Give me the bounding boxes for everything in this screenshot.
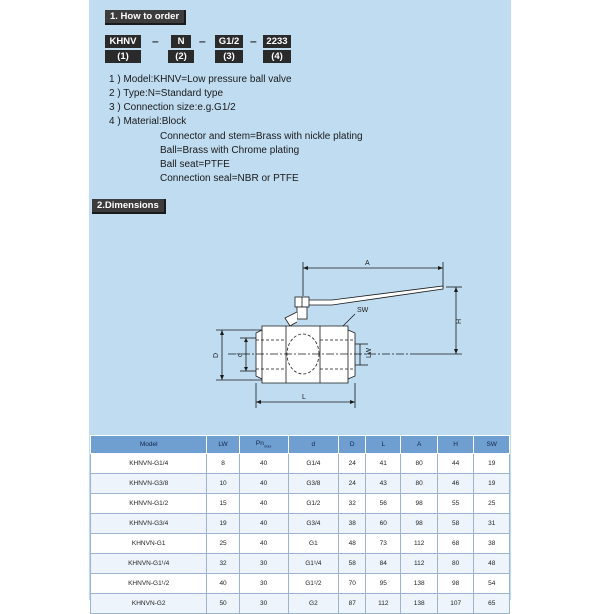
desc-connection-seal: Connection seal=NBR or PTFE (160, 173, 299, 184)
stop-tab (285, 312, 297, 326)
table-cell: KHNVN-G1/2 (91, 494, 207, 514)
table-cell: 138 (401, 574, 438, 594)
table-cell: 38 (474, 534, 510, 554)
order-code-model: KHNV (105, 35, 141, 48)
table-cell: 30 (239, 574, 288, 594)
label-lw: LW (366, 348, 373, 358)
table-cell: 32 (207, 554, 239, 574)
table-cell: 10 (207, 474, 239, 494)
table-cell: 40 (239, 474, 288, 494)
table-cell: 46 (437, 474, 474, 494)
table-cell: 31 (474, 514, 510, 534)
table-cell: 98 (401, 514, 438, 534)
col-sw: SW (474, 436, 510, 454)
table-cell: 19 (207, 514, 239, 534)
table-cell: 112 (401, 554, 438, 574)
section-title-dimensions: 2.Dimensions (92, 199, 166, 214)
table-cell: 65 (474, 594, 510, 614)
table-cell: 55 (437, 494, 474, 514)
table-row (91, 594, 510, 614)
col-h: H (437, 436, 474, 454)
col-l: L (366, 436, 401, 454)
table-cell: 40 (239, 454, 288, 474)
table-cell: 8 (207, 454, 239, 474)
table-cell: 43 (366, 474, 401, 494)
table-row (91, 494, 510, 514)
dimension-table (90, 435, 510, 614)
table-cell: 19 (474, 454, 510, 474)
table-cell: G2 (288, 594, 339, 614)
table-cell: 80 (401, 474, 438, 494)
table-cell: 98 (401, 494, 438, 514)
table-row (91, 554, 510, 574)
table-header-row (91, 436, 510, 454)
table-cell: 112 (401, 534, 438, 554)
col-a: A (401, 436, 438, 454)
order-code-size-num: (3) (215, 50, 243, 63)
table-cell: 15 (207, 494, 239, 514)
table-cell: 40 (239, 534, 288, 554)
table-cell: KHNVN-G1 (91, 534, 207, 554)
table-cell: 48 (474, 554, 510, 574)
table-cell: KHNVN-G3/8 (91, 474, 207, 494)
table-row (91, 454, 510, 474)
table-cell: 58 (339, 554, 366, 574)
col-big-d: D (339, 436, 366, 454)
table-cell: 68 (437, 534, 474, 554)
table-cell: 25 (474, 494, 510, 514)
col-pn-sub: max (263, 443, 272, 449)
order-code-model-num: (1) (105, 50, 141, 63)
table-cell: 80 (401, 454, 438, 474)
order-dash: – (152, 34, 159, 48)
desc-ball: Ball=Brass with Chrome plating (160, 145, 300, 156)
table-cell: 19 (474, 474, 510, 494)
order-code-material: 2233 (263, 35, 291, 48)
col-lw: LW (207, 436, 239, 454)
order-dash: – (250, 34, 257, 48)
table-cell: 25 (207, 534, 239, 554)
table-cell: 41 (366, 454, 401, 474)
table-cell: 32 (339, 494, 366, 514)
table-row (91, 474, 510, 494)
table-cell: 54 (474, 574, 510, 594)
desc-model: 1 ) Model:KHNV=Low pressure ball valve (109, 74, 292, 85)
table-cell: 38 (339, 514, 366, 534)
table-cell: 58 (437, 514, 474, 534)
desc-ball-seat: Ball seat=PTFE (160, 159, 230, 170)
table-cell: 44 (437, 454, 474, 474)
stem (297, 307, 307, 319)
table-cell: 98 (437, 574, 474, 594)
table-cell: G1/2 (288, 494, 339, 514)
table-cell: G1¹/4 (288, 554, 339, 574)
table-cell: KHNVN-G2 (91, 594, 207, 614)
order-code-size: G1/2 (215, 35, 243, 48)
table-cell: 30 (239, 554, 288, 574)
label-l: L (302, 394, 306, 401)
label-sw: SW (357, 307, 369, 314)
order-code-type: N (171, 35, 191, 48)
table-cell: 70 (339, 574, 366, 594)
table-cell: 24 (339, 474, 366, 494)
table-cell: KHNVN-G1¹/4 (91, 554, 207, 574)
table-cell: 84 (366, 554, 401, 574)
col-pn-label: Pn (255, 440, 264, 448)
table-cell: 138 (401, 594, 438, 614)
desc-connector-stem: Connector and stem=Brass with nickle plating (160, 131, 363, 142)
table-cell: KHNVN-G3/4 (91, 514, 207, 534)
label-small-d: d (237, 353, 244, 357)
label-d: D (213, 352, 220, 358)
table-cell: 48 (339, 534, 366, 554)
table-row (91, 574, 510, 594)
col-model: Model (91, 436, 207, 454)
table-cell: G1¹/2 (288, 574, 339, 594)
col-pn (239, 436, 288, 454)
table-cell: 50 (207, 594, 239, 614)
table-cell: 30 (239, 594, 288, 614)
table-cell: G1/4 (288, 454, 339, 474)
table-cell: 80 (437, 554, 474, 574)
handle (297, 286, 443, 305)
table-cell: KHNVN-G1¹/2 (91, 574, 207, 594)
table-cell: 40 (207, 574, 239, 594)
table-cell: 73 (366, 534, 401, 554)
order-code-material-num: (4) (263, 50, 291, 63)
section-title-how-to-order: 1. How to order (105, 10, 186, 25)
table-cell: 112 (366, 594, 401, 614)
table-cell: KHNVN-G1/4 (91, 454, 207, 474)
desc-material: 4 ) Material:Block (109, 116, 187, 127)
order-code-type-num: (2) (168, 50, 194, 63)
table-cell: 40 (239, 514, 288, 534)
table-cell: 107 (437, 594, 474, 614)
table-row (91, 514, 510, 534)
table-row (91, 534, 510, 554)
desc-type: 2 ) Type:N=Standard type (109, 88, 224, 99)
label-a: A (365, 260, 370, 267)
col-d: d (288, 436, 339, 454)
table-cell: G3/8 (288, 474, 339, 494)
table-cell: 40 (239, 494, 288, 514)
table-cell: 95 (366, 574, 401, 594)
table-cell: 87 (339, 594, 366, 614)
label-h: H (456, 318, 463, 324)
order-dash: – (199, 34, 206, 48)
table-cell: 56 (366, 494, 401, 514)
table-cell: 60 (366, 514, 401, 534)
table-cell: G1 (288, 534, 339, 554)
desc-connection-size: 3 ) Connection size:e.g.G1/2 (109, 102, 236, 113)
table-cell: G3/4 (288, 514, 339, 534)
table-cell: 24 (339, 454, 366, 474)
